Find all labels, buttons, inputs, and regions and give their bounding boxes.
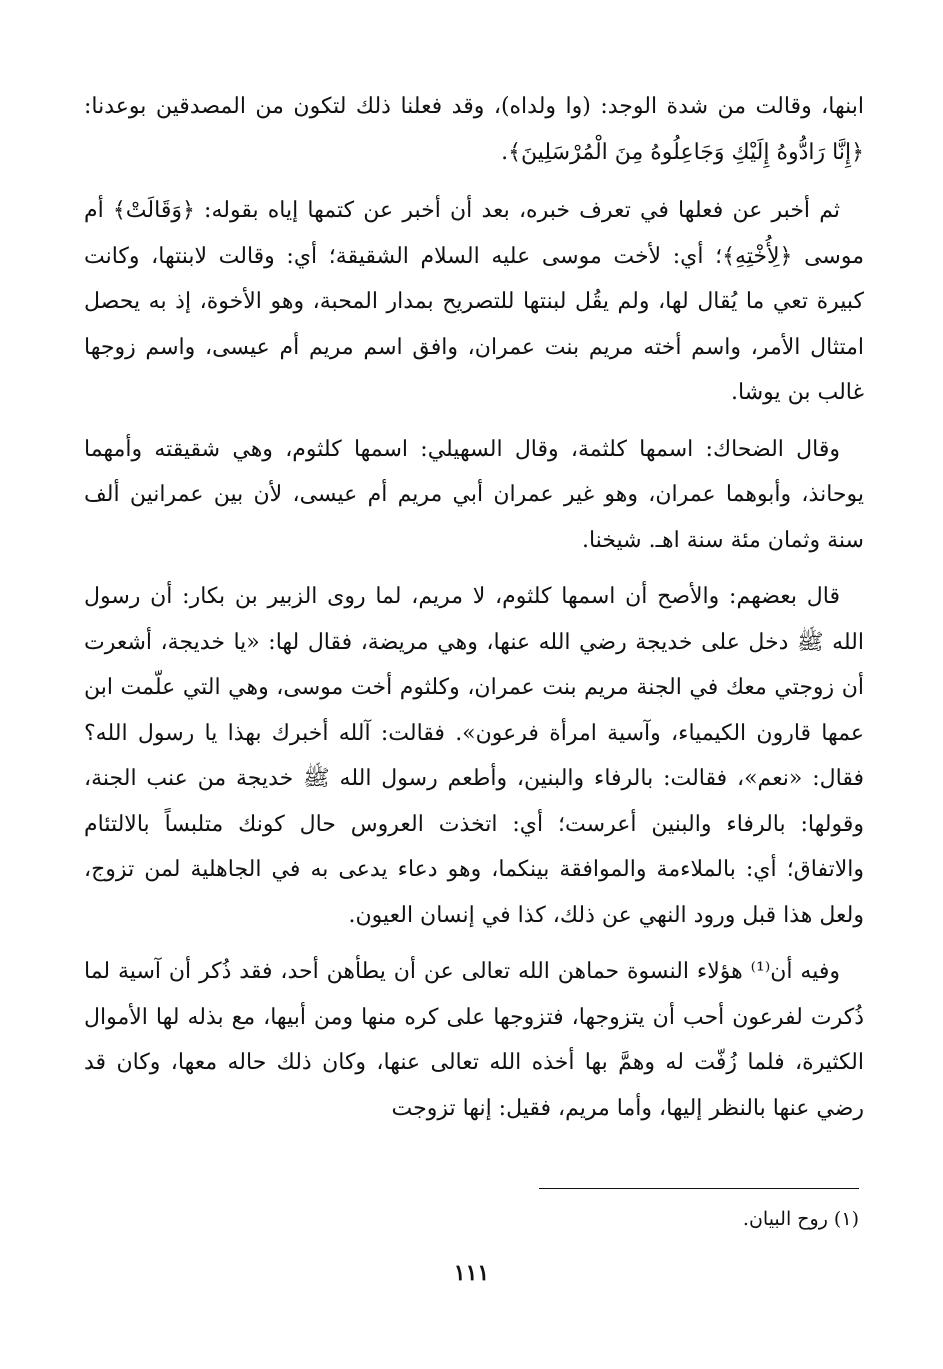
paragraph-4: قال بعضهم: والأصح أن اسمها كلثوم، لا مريم، لما روى الزبير بن بكار: أن رسول الله ﷺ دخل على خديجة رضي الله عنها، وهي مريضة، فقال لها: «يا خديجة، أشعرت أن زوجتي معك في الجنة مريم بنت عمران، وكلثوم أخت موسى، وهي التي علّمت ابن عمها قارون الكيمياء، وآسية امرأة فرعون». فقالت: آلله أخبرك بهذا يا رسول الله؟ فقال: «نعم»، فقالت: بالرفاء والبنين، وأطعم رسول الله ﷺ خديجة من عنب الجنة، وقولها: بالرفاء والبنين أعرست؛ أي: اتخذت العروس حال كونك متلبساً بالالتئام والاتفاق؛ أي: بالملاءمة والموافقة بينكما، وهو دعاء يدعى به في الجاهلية لمن تزوج، ولعل هذا قبل ورود النهي عن ذلك، كذا في إنسان العيون.: [84, 584, 864, 928]
paragraph-1: ابنها، وقالت من شدة الوجد: (وا ولداه)، وقد فعلنا ذلك لتكون من المصدقين بوعدنا: ﴿إِنَّا رَادُّوهُ إِلَيْكِ وَجَاعِلُوهُ مِنَ الْمُرْسَلِينَ﴾.: [84, 94, 864, 165]
paragraph-5: وفيه أن⁽¹⁾ هؤلاء النسوة حماهن الله تعالى عن أن يطأهن أحد، فقد ذُكر أن آسية لما ذُكرت لفرعون أحب أن يتزوجها، فتزوجها على كره منها ومن أبيها، مع بذله لها الأموال الكثيرة، فلما زُفّت له وهمَّ بها أخذه الله تعالى عنها، وكان ذلك حاله معها، وكان قد رضي عنها بالنظر إليها، وأما مريم، فقيل: إنها تزوجت: [84, 959, 864, 1121]
page-body: [84, 84, 864, 1131]
paragraph-2: ثم أخبر عن فعلها في تعرف خبره، بعد أن أخبر عن كتمها إياه بقوله: ﴿وَقَالَتْ﴾ أم موسى ﴿لِأُخْتِهِ﴾؛ أي: لأخت موسى عليه السلام الشقيقة؛ أي: وقالت لابنتها، وكانت كبيرة تعي ما يُقال لها، ولم يقُل لبنتها للتصريح بمدار المحبة، وهو الأخوة، إذ به يحصل امتثال الأمر، واسم أخته مريم بنت عمران، وافق اسم مريم أم عيسى، واسم زوجها غالب بن يوشا.: [84, 198, 864, 405]
footnote-separator: [539, 1188, 859, 1189]
paragraph-3: وقال الضحاك: اسمها كلثمة، وقال السهيلي: اسمها كلثوم، وهي شقيقته وأمهما يوحانذ، وأبوهما عمران، وهو غير عمران أبي مريم أم عيسى، لأن بين عمرانين ألف سنة وثمان مئة سنة اهـ. شيخنا.: [84, 436, 864, 553]
footnote: (١) روح البيان.: [742, 1208, 859, 1230]
page-number: ١١١: [453, 1260, 490, 1286]
